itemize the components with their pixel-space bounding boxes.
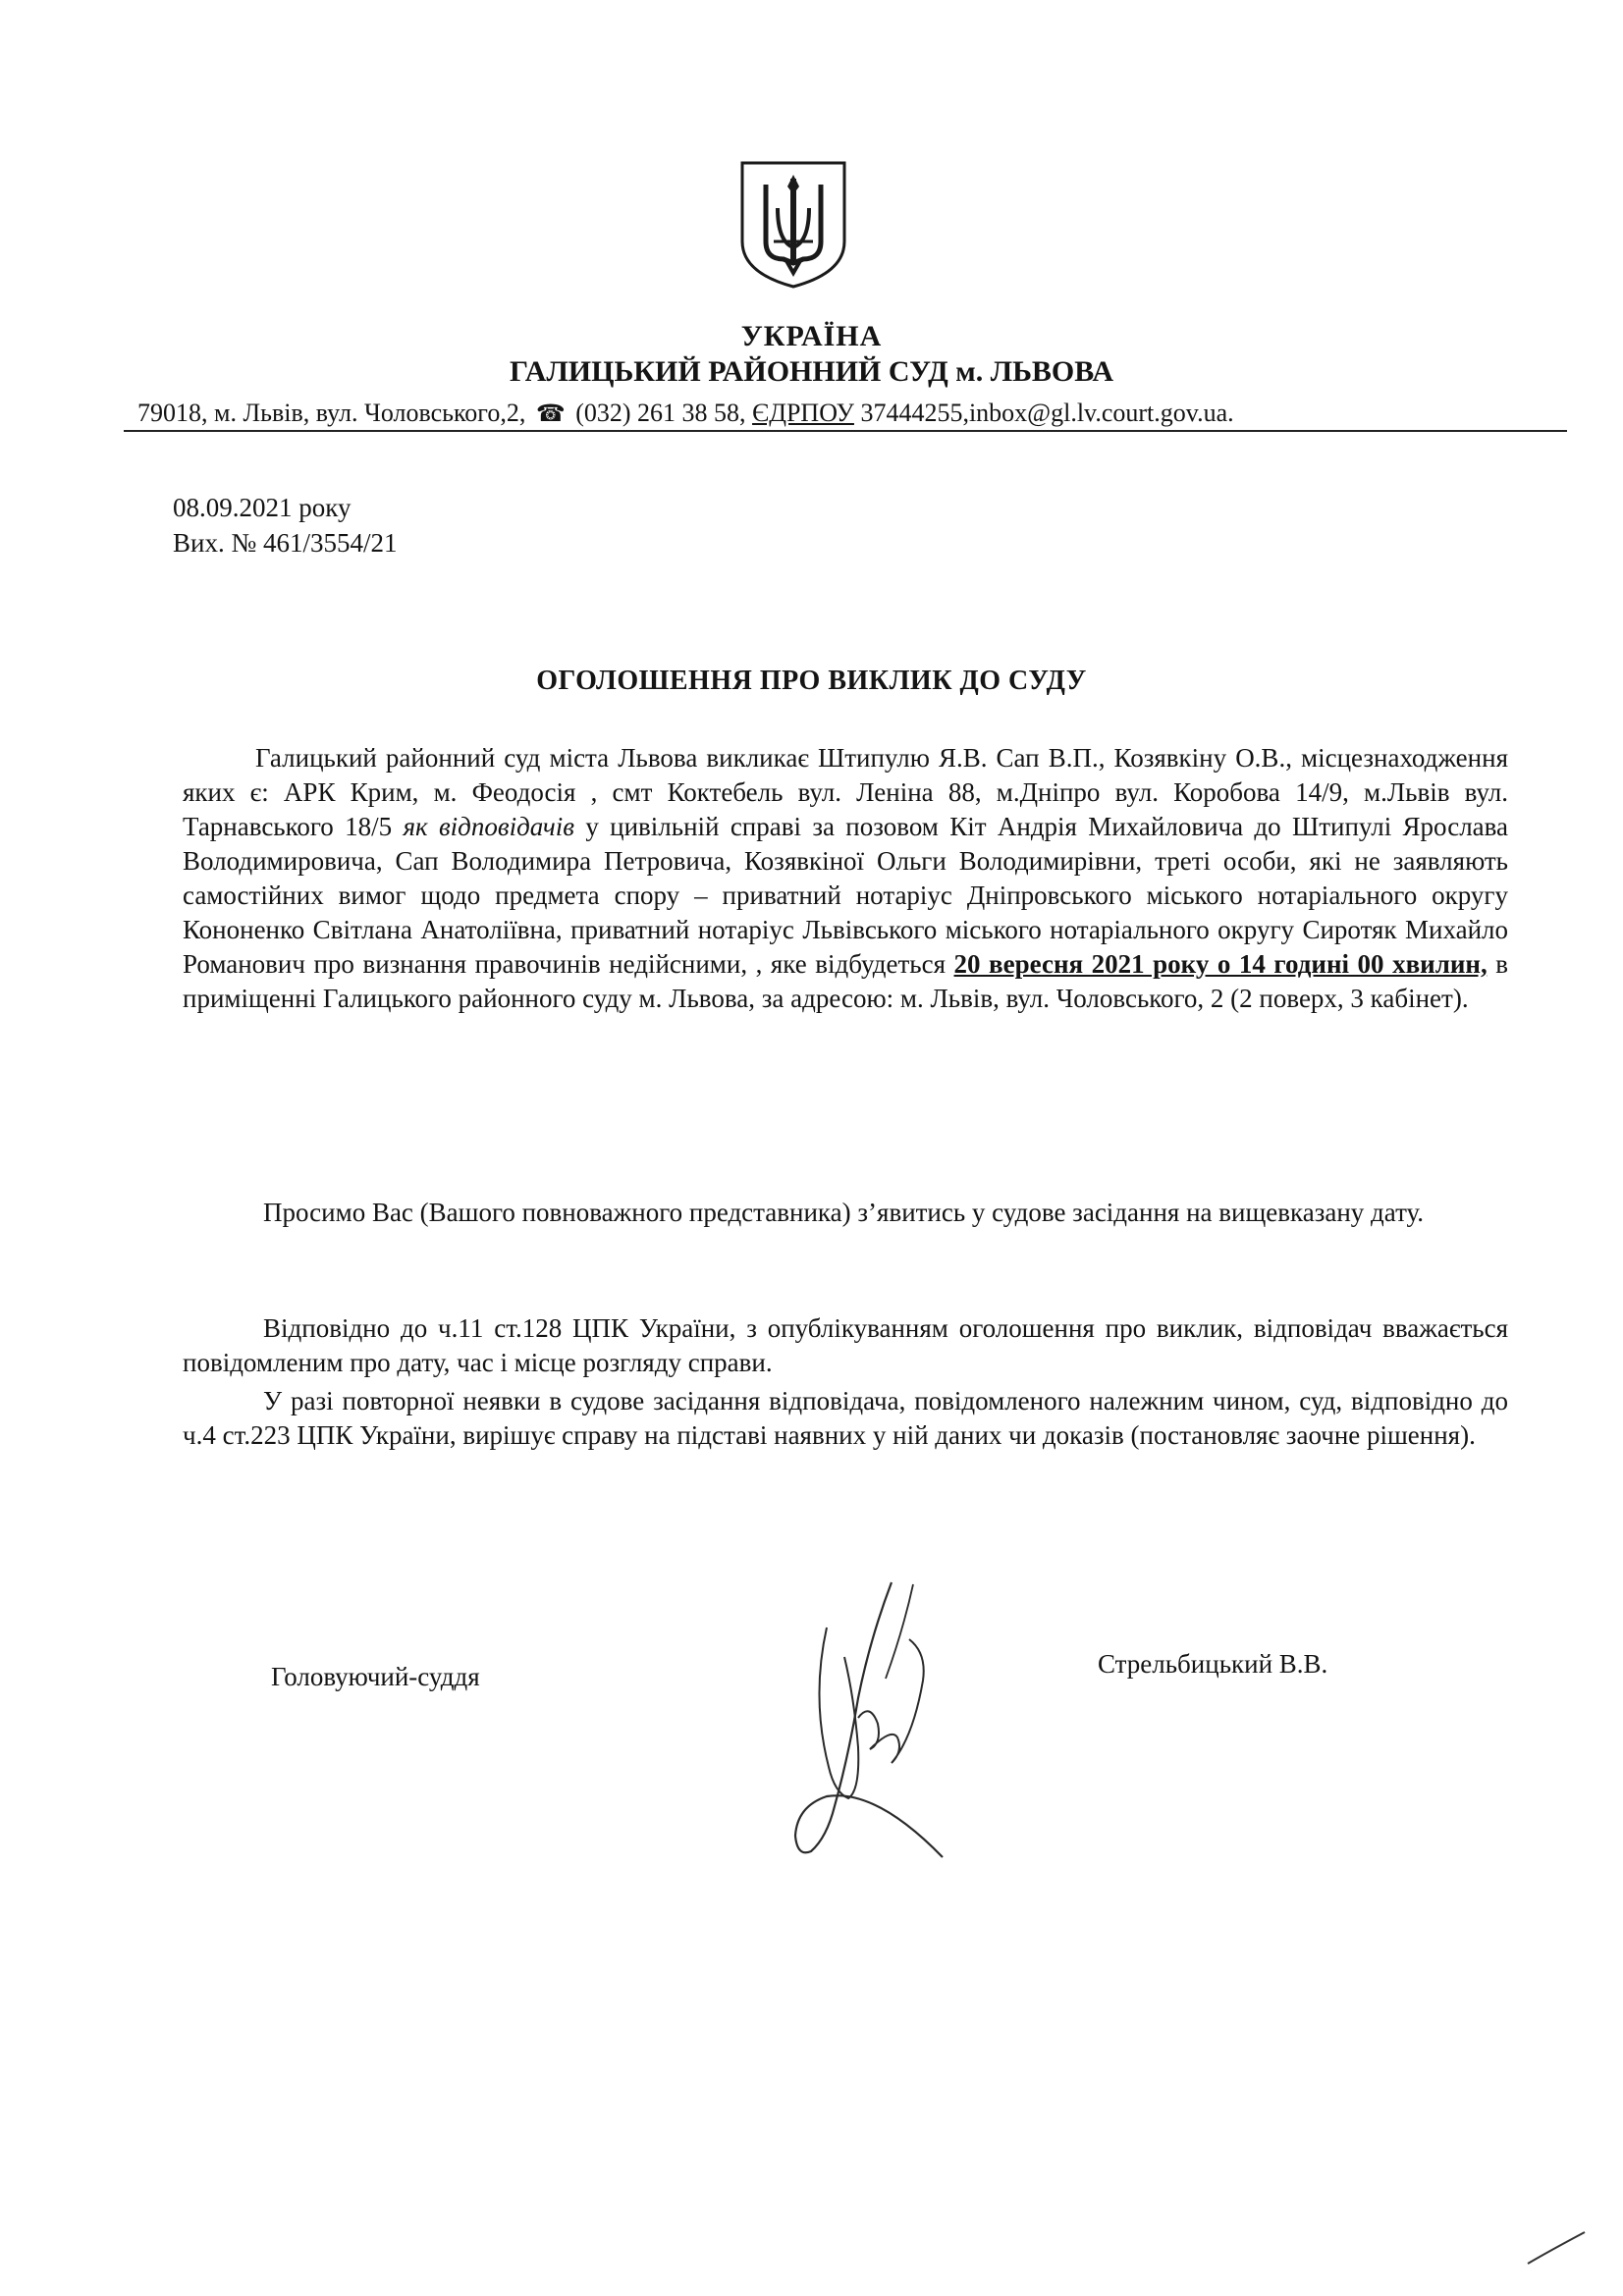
summons-text-part1: Галицький районний суд міста Львова викликає Штипулю Я.В. Сап В.П., Козявкіну О.В., місцезнаходження яких є: АРК Крим, м. Феодосія , смт Коктебель вул. Леніна 88, м.Дніпро вул. Коробова 14/9, м.Львів вул. Тарнавського 18/5 <box>183 743 1508 841</box>
edrpou-label: ЄДРПОУ <box>752 399 854 427</box>
notice-paragraph-request: Просимо Вас (Вашого повноважного представника) з’явитись у судове засідання на вищевказану дату. <box>263 1198 1425 1227</box>
signatory-name: Стрельбицький В.В. <box>1098 1649 1328 1679</box>
telephone-icon: ☎ <box>535 401 566 427</box>
notice-paragraph-consequences: У разі повторної неявки в судове засідання відповідача, повідомленого належним чином, суд, відповідно до ч.4 ст.223 ЦПК України, вирішує справу на підставі наявних у ній даних чи доказів (постановляє заочне рішення). <box>183 1386 1508 1450</box>
court-name-heading: ГАЛИЦЬКИЙ РАЙОННИЙ СУД м. ЛЬВОВА <box>509 355 1114 388</box>
notice-paragraph-summons <box>183 741 1508 1016</box>
outgoing-number: Вих. № 461/3554/21 <box>173 528 398 558</box>
edrpou-and-email: 37444255,inbox@gl.lv.court.gov.ua. <box>860 399 1234 427</box>
notice-title: ОГОЛОШЕННЯ ПРО ВИКЛИК ДО СУДУ <box>536 666 1087 696</box>
summons-text-part2: у цивільній справі за позовом Кіт Андрія Михайловича до Штипулі Ярослава Володимировича, Сап Володимира Петровича, Козявкіної Ольги Володимирівни, треті особи, які не заявляють самостійних вимог щодо предмета спору – приватний нотаріус Дніпровського міського нотаріального округу Кононенко Світлана Анатоліївна, приватний нотаріус Львівського міського нотаріального округу Сиротяк Михайло Романович про визнання правочинів недійсними, , яке відбудеться <box>183 812 1509 979</box>
summons-role-italic: як відповідачів <box>403 812 574 841</box>
notice-paragraph-legal-basis: Відповідно до ч.11 ст.128 ЦПК України, з опублікуванням оголошення про виклик, відповідач вважається повідомленим про дату, час і місце розгляду справи. <box>183 1313 1508 1377</box>
court-address-line <box>137 399 1561 428</box>
address-street: 79018, м. Львів, вул. Чоловського,2, <box>137 399 526 427</box>
signatory-role: Головуючий-суддя <box>271 1662 480 1691</box>
header-divider <box>124 430 1567 432</box>
tryzub-coat-of-arms-icon <box>734 157 852 291</box>
country-heading: УКРАЇНА <box>740 320 883 352</box>
hearing-datetime: 20 вересня 2021 року о 14 годині 00 хвилин, <box>953 949 1488 979</box>
address-phone: (032) 261 38 58, <box>575 399 746 427</box>
handwritten-signature-icon <box>776 1571 962 1865</box>
pen-mark-icon <box>1522 2228 1591 2268</box>
document-date: 08.09.2021 року <box>173 493 352 522</box>
summons-text-part3: в приміщенні Галицького районного суду м. Львова, за адресою: м. Львів, вул. Чоловського, 2 (2 поверх, 3 кабінет). <box>183 949 1509 1013</box>
